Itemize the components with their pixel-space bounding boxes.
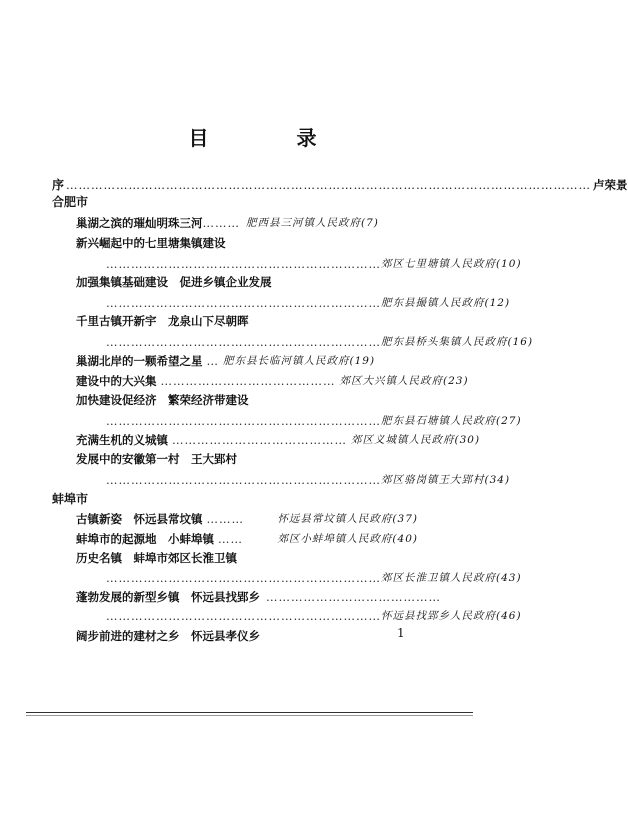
section-heading-bengbu: 蚌埠市 — [52, 492, 89, 506]
toc-entry — [76, 256, 522, 272]
toc-entry — [76, 589, 441, 605]
leader-dots: ……… — [206, 512, 244, 526]
leader-dots: …………………………………… — [160, 374, 336, 388]
toc-entry — [76, 353, 418, 369]
leader-dots: ………………………………………………………… — [106, 473, 381, 487]
toc-entry — [76, 570, 522, 586]
leader-dots: ………………………………………………………… — [106, 296, 381, 310]
entry-publisher: 怀远县常坟镇人民政府(37) — [277, 513, 418, 525]
toc-entry — [76, 373, 469, 389]
leader-dots: … — [206, 354, 219, 368]
entry-title: 新兴崛起中的七里塘集镇建设 — [76, 236, 226, 250]
entry-title: 充满生机的义城镇 — [76, 433, 168, 447]
preface-row — [52, 177, 628, 193]
entry-title: 历史名镇 蚌埠市郊区长淮卫镇 — [76, 551, 237, 565]
toc-entry — [76, 215, 418, 231]
entry-publisher: 郊区长淮卫镇人民政府(43) — [381, 572, 522, 584]
entry-title: 发展中的安徽第一村 王大郢村 — [76, 452, 237, 466]
footer-rule — [26, 712, 473, 713]
page-title: 目 录 — [188, 126, 351, 150]
preface-author: 卢荣景 — [593, 178, 628, 192]
toc-entry — [76, 608, 522, 624]
leader-dots: …………………………………… — [172, 433, 347, 447]
leader-dots: ………………………………………………………… — [106, 257, 381, 271]
entry-publisher: 肥西县三河镇人民政府(7) — [246, 217, 379, 229]
entry-publisher: 肥东县撮镇人民政府(12) — [381, 297, 511, 309]
entry-publisher: 肥东县石塘镇人民政府(27) — [381, 415, 522, 427]
entry-title: 千里古镇开新宇 龙泉山下尽朝晖 — [76, 314, 249, 328]
entry-publisher: 郊区大兴镇人民政府(23) — [339, 375, 469, 387]
entry-publisher: 郊区义城镇人民政府(30) — [351, 434, 481, 446]
entry-publisher: 怀远县找郢乡人民政府(46) — [381, 610, 522, 622]
entry-title: 加快建设促经济 繁荣经济带建设 — [76, 393, 249, 407]
entry-publisher: 郊区七里塘镇人民政府(10) — [381, 258, 522, 270]
footer-rule-shadow — [26, 715, 473, 716]
toc-entry — [76, 511, 418, 527]
leader-dots: …… — [218, 532, 243, 546]
leader-dots: ……………………………………………………………………………………………………………… — [66, 178, 592, 192]
toc-entry — [76, 413, 522, 429]
entry-title: 蓬勃发展的新型乡镇 怀远县找郢乡 — [76, 590, 260, 604]
entry-publisher: 郊区小蚌埠镇人民政府(40) — [277, 533, 418, 545]
entry-title: 加强集镇基础建设 促进乡镇企业发展 — [76, 275, 272, 289]
entry-title: 巢湖之滨的璀灿明珠三河 — [76, 216, 203, 230]
leader-dots: …………………………………… — [266, 590, 441, 604]
entry-title: 阔步前进的建材之乡 怀远县孝仪乡 — [76, 629, 260, 643]
section-heading-hefei: 合肥市 — [52, 195, 89, 209]
entry-title: 古镇新姿 怀远县常坟镇 — [76, 512, 203, 526]
leader-dots: ………………………………………………………… — [106, 571, 381, 585]
toc-entry — [76, 334, 534, 350]
entry-title: 蚌埠市的起源地 小蚌埠镇 — [76, 532, 214, 546]
leader-dots: ………………………………………………………… — [106, 335, 381, 349]
toc-entry — [76, 531, 418, 547]
entry-title: 巢湖北岸的一颗希望之星 — [76, 354, 203, 368]
page-number: 1 — [397, 626, 405, 640]
entry-title: 建设中的大兴集 — [76, 374, 157, 388]
toc-entry — [76, 295, 511, 311]
leader-dots: ……… — [202, 216, 240, 230]
preface-label: 序 — [52, 178, 65, 192]
leader-dots: ………………………………………………………… — [106, 609, 381, 623]
entry-publisher: 肥东县桥头集镇人民政府(16) — [381, 336, 534, 348]
toc-entry — [76, 472, 511, 488]
leader-dots: ………………………………………………………… — [106, 414, 381, 428]
entry-publisher: 郊区骆岗镇王大郢村(34) — [381, 474, 511, 486]
entry-publisher: 肥东县长临河镇人民政府(19) — [223, 355, 376, 367]
toc-entry — [76, 432, 481, 448]
